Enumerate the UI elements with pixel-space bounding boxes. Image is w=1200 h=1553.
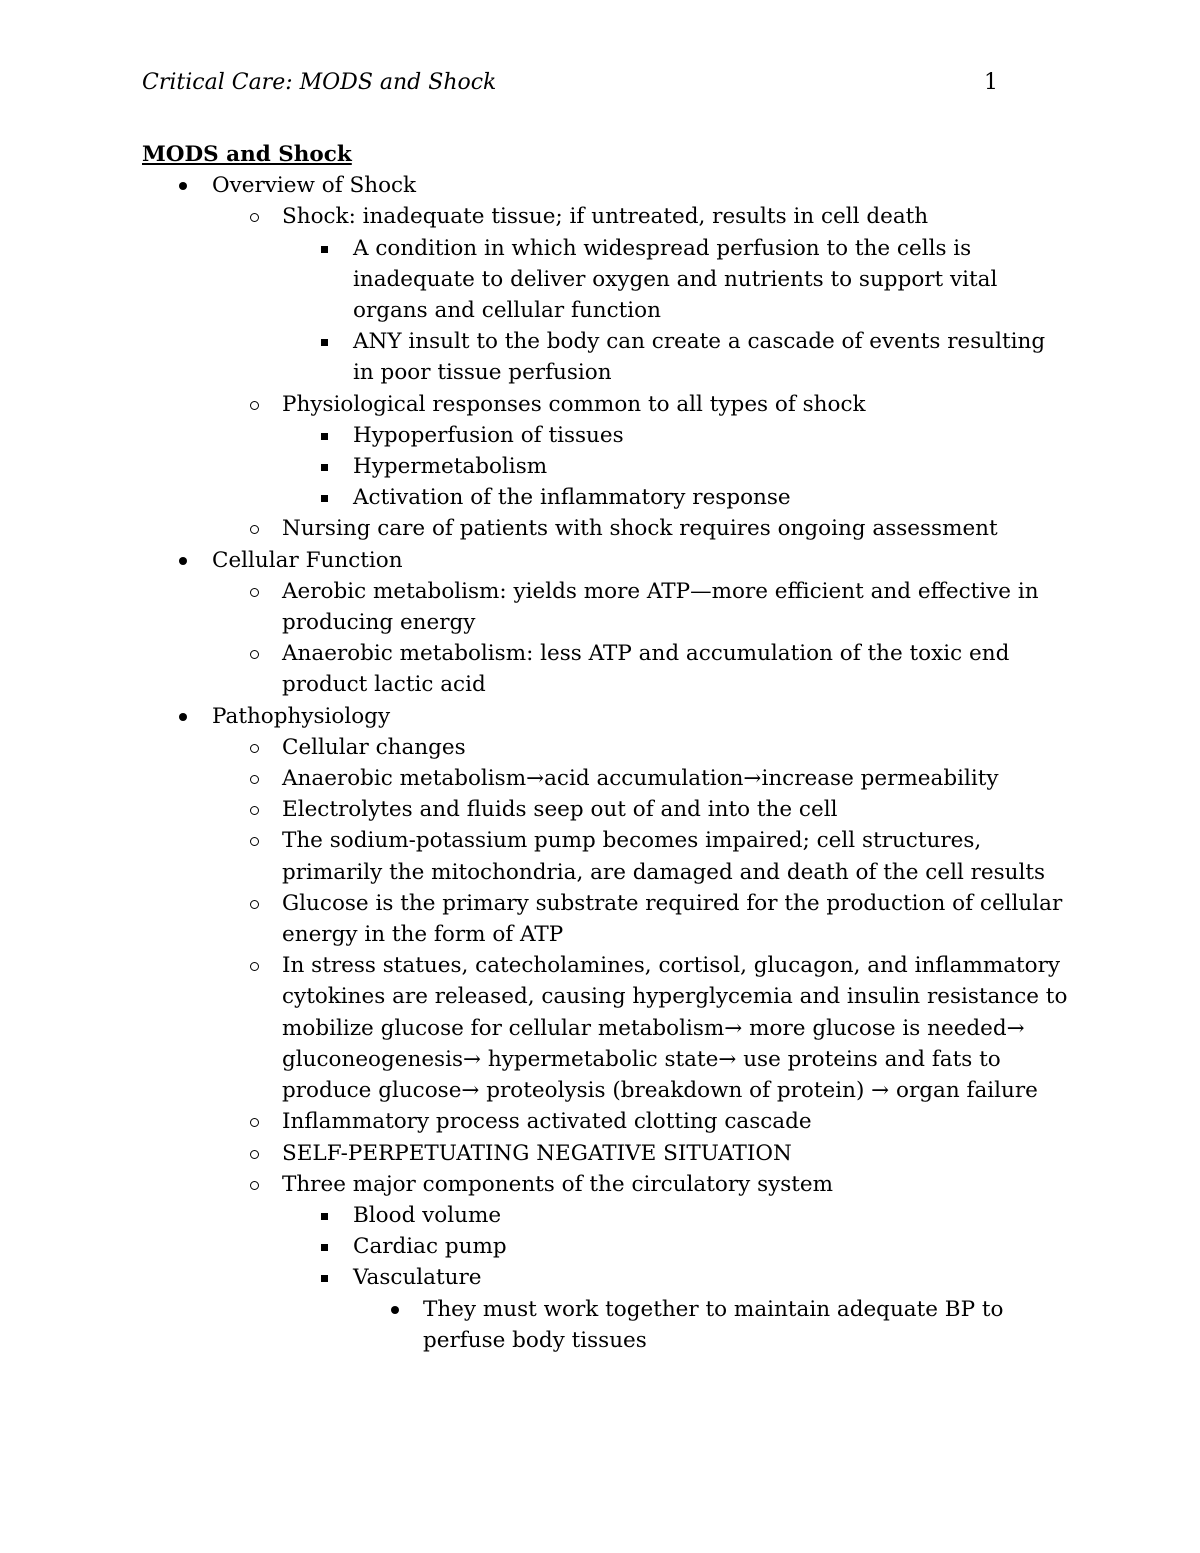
list-item xyxy=(142,482,1072,513)
list-item-text: Glucose is the primary substrate required for the production of cellular energy in the form of ATP xyxy=(282,890,1063,948)
list-item xyxy=(142,638,1072,700)
bullet-icon xyxy=(250,525,259,534)
list-item-text: SELF-PERPETUATING NEGATIVE SITUATION xyxy=(282,1140,792,1166)
outline-list xyxy=(142,170,1072,1356)
bullet-icon xyxy=(250,744,259,753)
header-title: Critical Care: MODS and Shock xyxy=(142,70,497,95)
bullet-icon xyxy=(250,806,259,815)
list-item-text: A condition in which widespread perfusion to the cells is inadequate to deliver oxygen and nutrients to support vital organs and cellular function xyxy=(353,235,998,324)
bullet-icon xyxy=(250,775,259,784)
bullet-icon xyxy=(321,464,328,471)
list-item-text: In stress statues, catecholamines, cortisol, glucagon, and inflammatory cytokines are released, causing hyperglycemia and insulin resistance to mobilize glucose for cellular metabolism→ more glucose is needed→ gluconeogenesis→ hypermetabolic state→ use proteins and fats to produce glucose→ proteolysis (breakdown of protein) → organ failure xyxy=(282,953,1068,1104)
list-item xyxy=(142,451,1072,482)
list-item-text: Inflammatory process activated clotting cascade xyxy=(282,1109,812,1135)
list-item-text: Cardiac pump xyxy=(353,1234,507,1260)
list-item xyxy=(142,513,1072,544)
list-item-text: Three major components of the circulatory system xyxy=(282,1171,834,1197)
bullet-icon xyxy=(321,339,328,346)
list-item-text: Cellular Function xyxy=(212,547,403,573)
list-item xyxy=(142,825,1072,887)
bullet-icon xyxy=(321,246,328,253)
bullet-icon xyxy=(250,837,259,846)
list-item-text: Cellular changes xyxy=(282,734,466,760)
list-item-text: ANY insult to the body can create a cascade of events resulting in poor tissue perfusion xyxy=(353,329,1046,386)
list-item xyxy=(142,950,1072,1106)
bullet-icon xyxy=(321,1213,328,1220)
list-item-text: Physiological responses common to all types of shock xyxy=(282,391,866,417)
list-item xyxy=(142,1262,1072,1293)
list-item-text: Hypoperfusion of tissues xyxy=(353,422,624,448)
list-item-text: Anaerobic metabolism→acid accumulation→increase permeability xyxy=(282,766,999,792)
list-item-text: Aerobic metabolism: yields more ATP—more efficient and effective in producing energy xyxy=(282,578,1039,636)
list-item xyxy=(142,389,1072,420)
list-item xyxy=(142,576,1072,638)
list-item xyxy=(142,233,1072,327)
list-item xyxy=(142,326,1072,388)
bullet-icon xyxy=(179,557,187,565)
list-item-text: They must work together to maintain adequate BP to perfuse body tissues xyxy=(423,1296,1004,1353)
list-item-text: Vasculature xyxy=(353,1265,482,1291)
list-item-text: Anaerobic metabolism: less ATP and accumulation of the toxic end product lactic acid xyxy=(282,641,1010,698)
list-item xyxy=(142,794,1072,825)
list-item-text: Hypermetabolism xyxy=(353,454,548,480)
section-heading: MODS and Shock xyxy=(142,142,352,167)
list-item xyxy=(142,420,1072,451)
list-item xyxy=(142,1231,1072,1262)
list-item-text: Pathophysiology xyxy=(212,703,391,729)
bullet-icon xyxy=(391,1306,399,1314)
list-item xyxy=(142,732,1072,763)
list-item-text: Shock: inadequate tissue; if untreated, results in cell death xyxy=(282,204,929,230)
bullet-icon xyxy=(321,1275,328,1282)
bullet-icon xyxy=(250,1150,259,1159)
bullet-icon xyxy=(250,1181,259,1190)
list-item xyxy=(142,1169,1072,1200)
bullet-icon xyxy=(250,1118,259,1127)
list-item-text: Blood volume xyxy=(353,1202,502,1228)
list-item xyxy=(142,1294,1072,1356)
list-item-text: The sodium-potassium pump becomes impaired; cell structures, primarily the mitochondria, are damaged and death of the cell results xyxy=(282,828,1046,885)
list-item-text: Activation of the inflammatory response xyxy=(353,485,791,511)
list-item-text: Electrolytes and fluids seep out of and into the cell xyxy=(282,797,838,823)
list-item xyxy=(142,545,1072,576)
list-item xyxy=(142,1200,1072,1231)
list-item xyxy=(142,1106,1072,1137)
bullet-icon xyxy=(250,213,259,222)
list-item-text: Overview of Shock xyxy=(212,173,417,199)
page-number: 1 xyxy=(984,70,998,95)
bullet-icon xyxy=(179,713,187,721)
bullet-icon xyxy=(321,1244,328,1251)
bullet-icon xyxy=(250,588,259,597)
list-item xyxy=(142,701,1072,732)
bullet-icon xyxy=(250,401,259,410)
bullet-icon xyxy=(179,182,187,190)
bullet-icon xyxy=(250,962,259,971)
list-item xyxy=(142,170,1072,201)
list-item-text: Nursing care of patients with shock requires ongoing assessment xyxy=(282,516,998,542)
bullet-icon xyxy=(250,650,259,659)
page-header xyxy=(142,70,1002,102)
list-item xyxy=(142,763,1072,794)
list-item xyxy=(142,201,1072,232)
list-item xyxy=(142,888,1072,950)
bullet-icon xyxy=(321,433,328,440)
document-body xyxy=(142,139,1072,1356)
list-item xyxy=(142,1138,1072,1169)
bullet-icon xyxy=(250,900,259,909)
bullet-icon xyxy=(321,495,328,502)
